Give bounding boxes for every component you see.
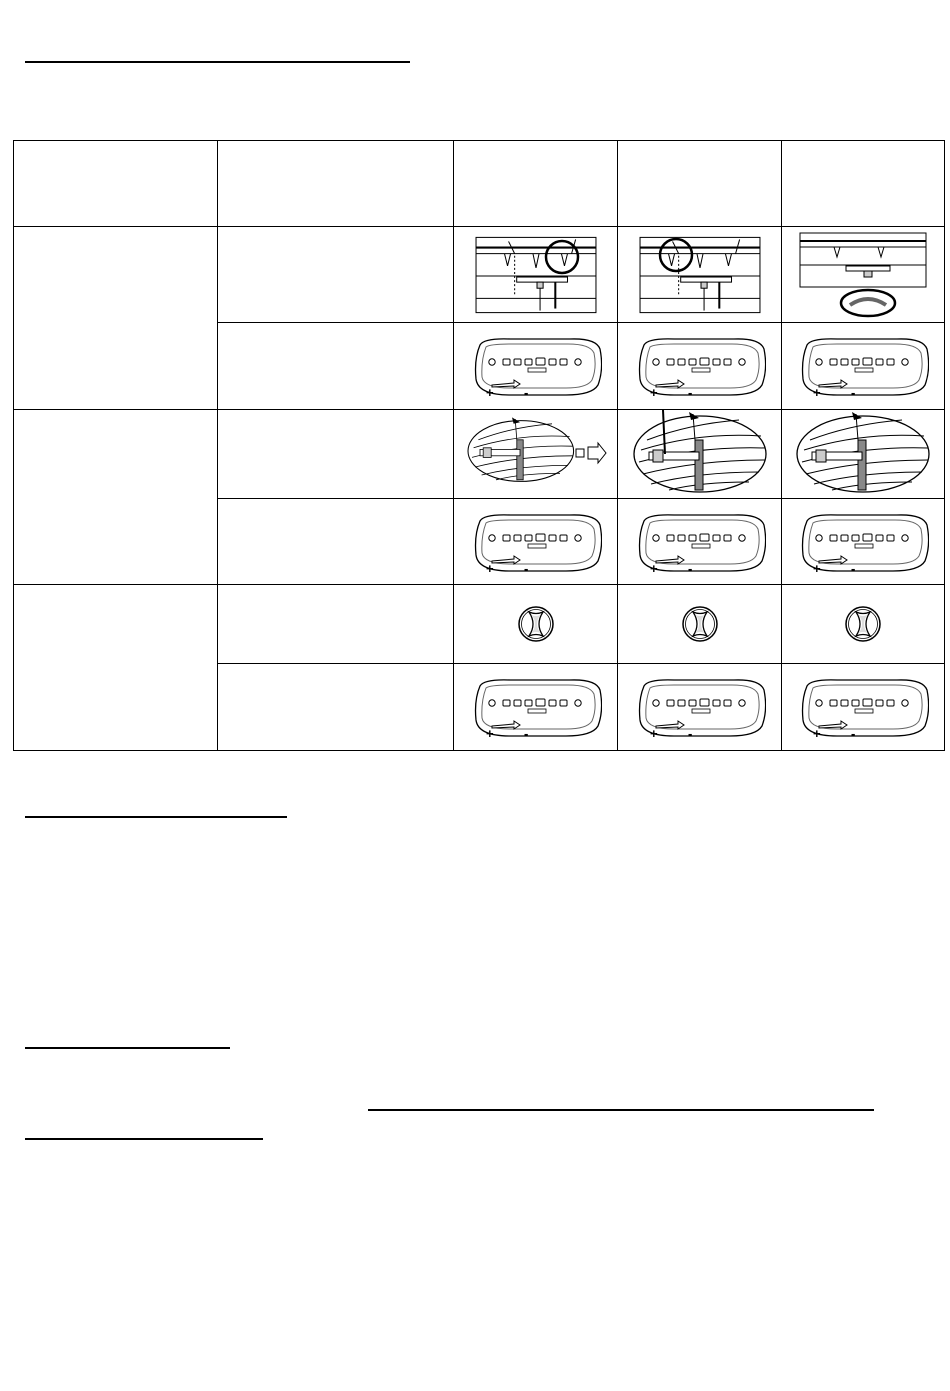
plus-symbol: + bbox=[649, 560, 658, 573]
pin-adjustment-illustration-center bbox=[638, 235, 762, 315]
minus-symbol: - bbox=[851, 385, 856, 397]
cabinet-slider-illustration bbox=[470, 676, 602, 738]
pin-adjustment-illustration-rotate bbox=[798, 231, 928, 319]
pin-adjustment-illustration-left bbox=[474, 235, 598, 315]
knob-icon bbox=[516, 604, 556, 644]
figure-cell bbox=[618, 323, 782, 410]
minus-symbol: - bbox=[523, 726, 528, 738]
plus-symbol: + bbox=[485, 726, 494, 738]
plus-symbol: + bbox=[485, 385, 494, 397]
header-cell-1 bbox=[14, 141, 218, 227]
cabinet-slider-illustration bbox=[797, 511, 929, 573]
plus-symbol: + bbox=[813, 726, 821, 738]
minus-symbol: - bbox=[851, 560, 856, 573]
group-2-label-cell bbox=[14, 410, 218, 585]
group-1-label-cell bbox=[14, 227, 218, 410]
group-1-step-1-cell bbox=[218, 227, 454, 323]
cabinet-slider-illustration bbox=[470, 335, 602, 397]
minus-symbol: - bbox=[851, 726, 856, 738]
figure-cell bbox=[782, 410, 945, 499]
text-underline-short bbox=[25, 1138, 263, 1140]
heading-underline-top bbox=[25, 61, 410, 63]
figure-cell bbox=[782, 664, 945, 751]
plus-symbol: + bbox=[649, 726, 658, 738]
figure-cell bbox=[454, 227, 618, 323]
figure-cell bbox=[618, 585, 782, 664]
plus-symbol: + bbox=[649, 385, 658, 397]
knob-icon bbox=[843, 604, 883, 644]
lock-cam-illustration-inserted bbox=[792, 410, 934, 498]
cabinet-slider-illustration bbox=[634, 511, 766, 573]
figure-cell bbox=[618, 410, 782, 499]
cabinet-slider-illustration bbox=[797, 676, 929, 738]
group-2-step-2-cell bbox=[218, 499, 454, 585]
lock-cam-illustration-pull bbox=[464, 411, 608, 497]
header-cell-3 bbox=[454, 141, 618, 227]
cabinet-slider-illustration bbox=[797, 335, 929, 397]
lock-cam-illustration-screw bbox=[629, 410, 771, 498]
figure-cell bbox=[454, 410, 618, 499]
heading-underline-section-2 bbox=[25, 816, 287, 818]
table-row bbox=[14, 585, 945, 664]
plus-symbol: + bbox=[813, 560, 821, 573]
table-row bbox=[14, 410, 945, 499]
figure-cell bbox=[454, 664, 618, 751]
group-3-step-1-cell bbox=[218, 585, 454, 664]
figure-cell bbox=[618, 664, 782, 751]
adjustment-table bbox=[13, 140, 945, 751]
figure-cell bbox=[454, 499, 618, 585]
plus-symbol: + bbox=[485, 560, 494, 573]
header-cell-5 bbox=[782, 141, 945, 227]
header-cell-4 bbox=[618, 141, 782, 227]
figure-cell bbox=[454, 585, 618, 664]
minus-symbol: - bbox=[523, 385, 528, 397]
figure-cell bbox=[782, 323, 945, 410]
heading-underline-section-3 bbox=[25, 1047, 230, 1049]
minus-symbol: - bbox=[687, 726, 692, 738]
plus-symbol: + bbox=[813, 385, 821, 397]
table-row bbox=[14, 227, 945, 323]
figure-cell bbox=[782, 499, 945, 585]
minus-symbol: - bbox=[523, 560, 528, 573]
cabinet-slider-illustration bbox=[634, 335, 766, 397]
knob-icon bbox=[680, 604, 720, 644]
figure-cell bbox=[782, 227, 945, 323]
figure-cell bbox=[618, 227, 782, 323]
group-3-label-cell bbox=[14, 585, 218, 751]
minus-symbol: - bbox=[687, 385, 692, 397]
figure-cell bbox=[782, 585, 945, 664]
group-2-step-1-cell bbox=[218, 410, 454, 499]
figure-cell bbox=[618, 499, 782, 585]
cabinet-slider-illustration bbox=[470, 511, 602, 573]
header-cell-2 bbox=[218, 141, 454, 227]
figure-cell bbox=[454, 323, 618, 410]
cabinet-slider-illustration bbox=[634, 676, 766, 738]
group-3-step-2-cell bbox=[218, 664, 454, 751]
header-row bbox=[14, 141, 945, 227]
group-1-step-2-cell bbox=[218, 323, 454, 410]
minus-symbol: - bbox=[687, 560, 692, 573]
text-underline-long bbox=[368, 1109, 874, 1111]
